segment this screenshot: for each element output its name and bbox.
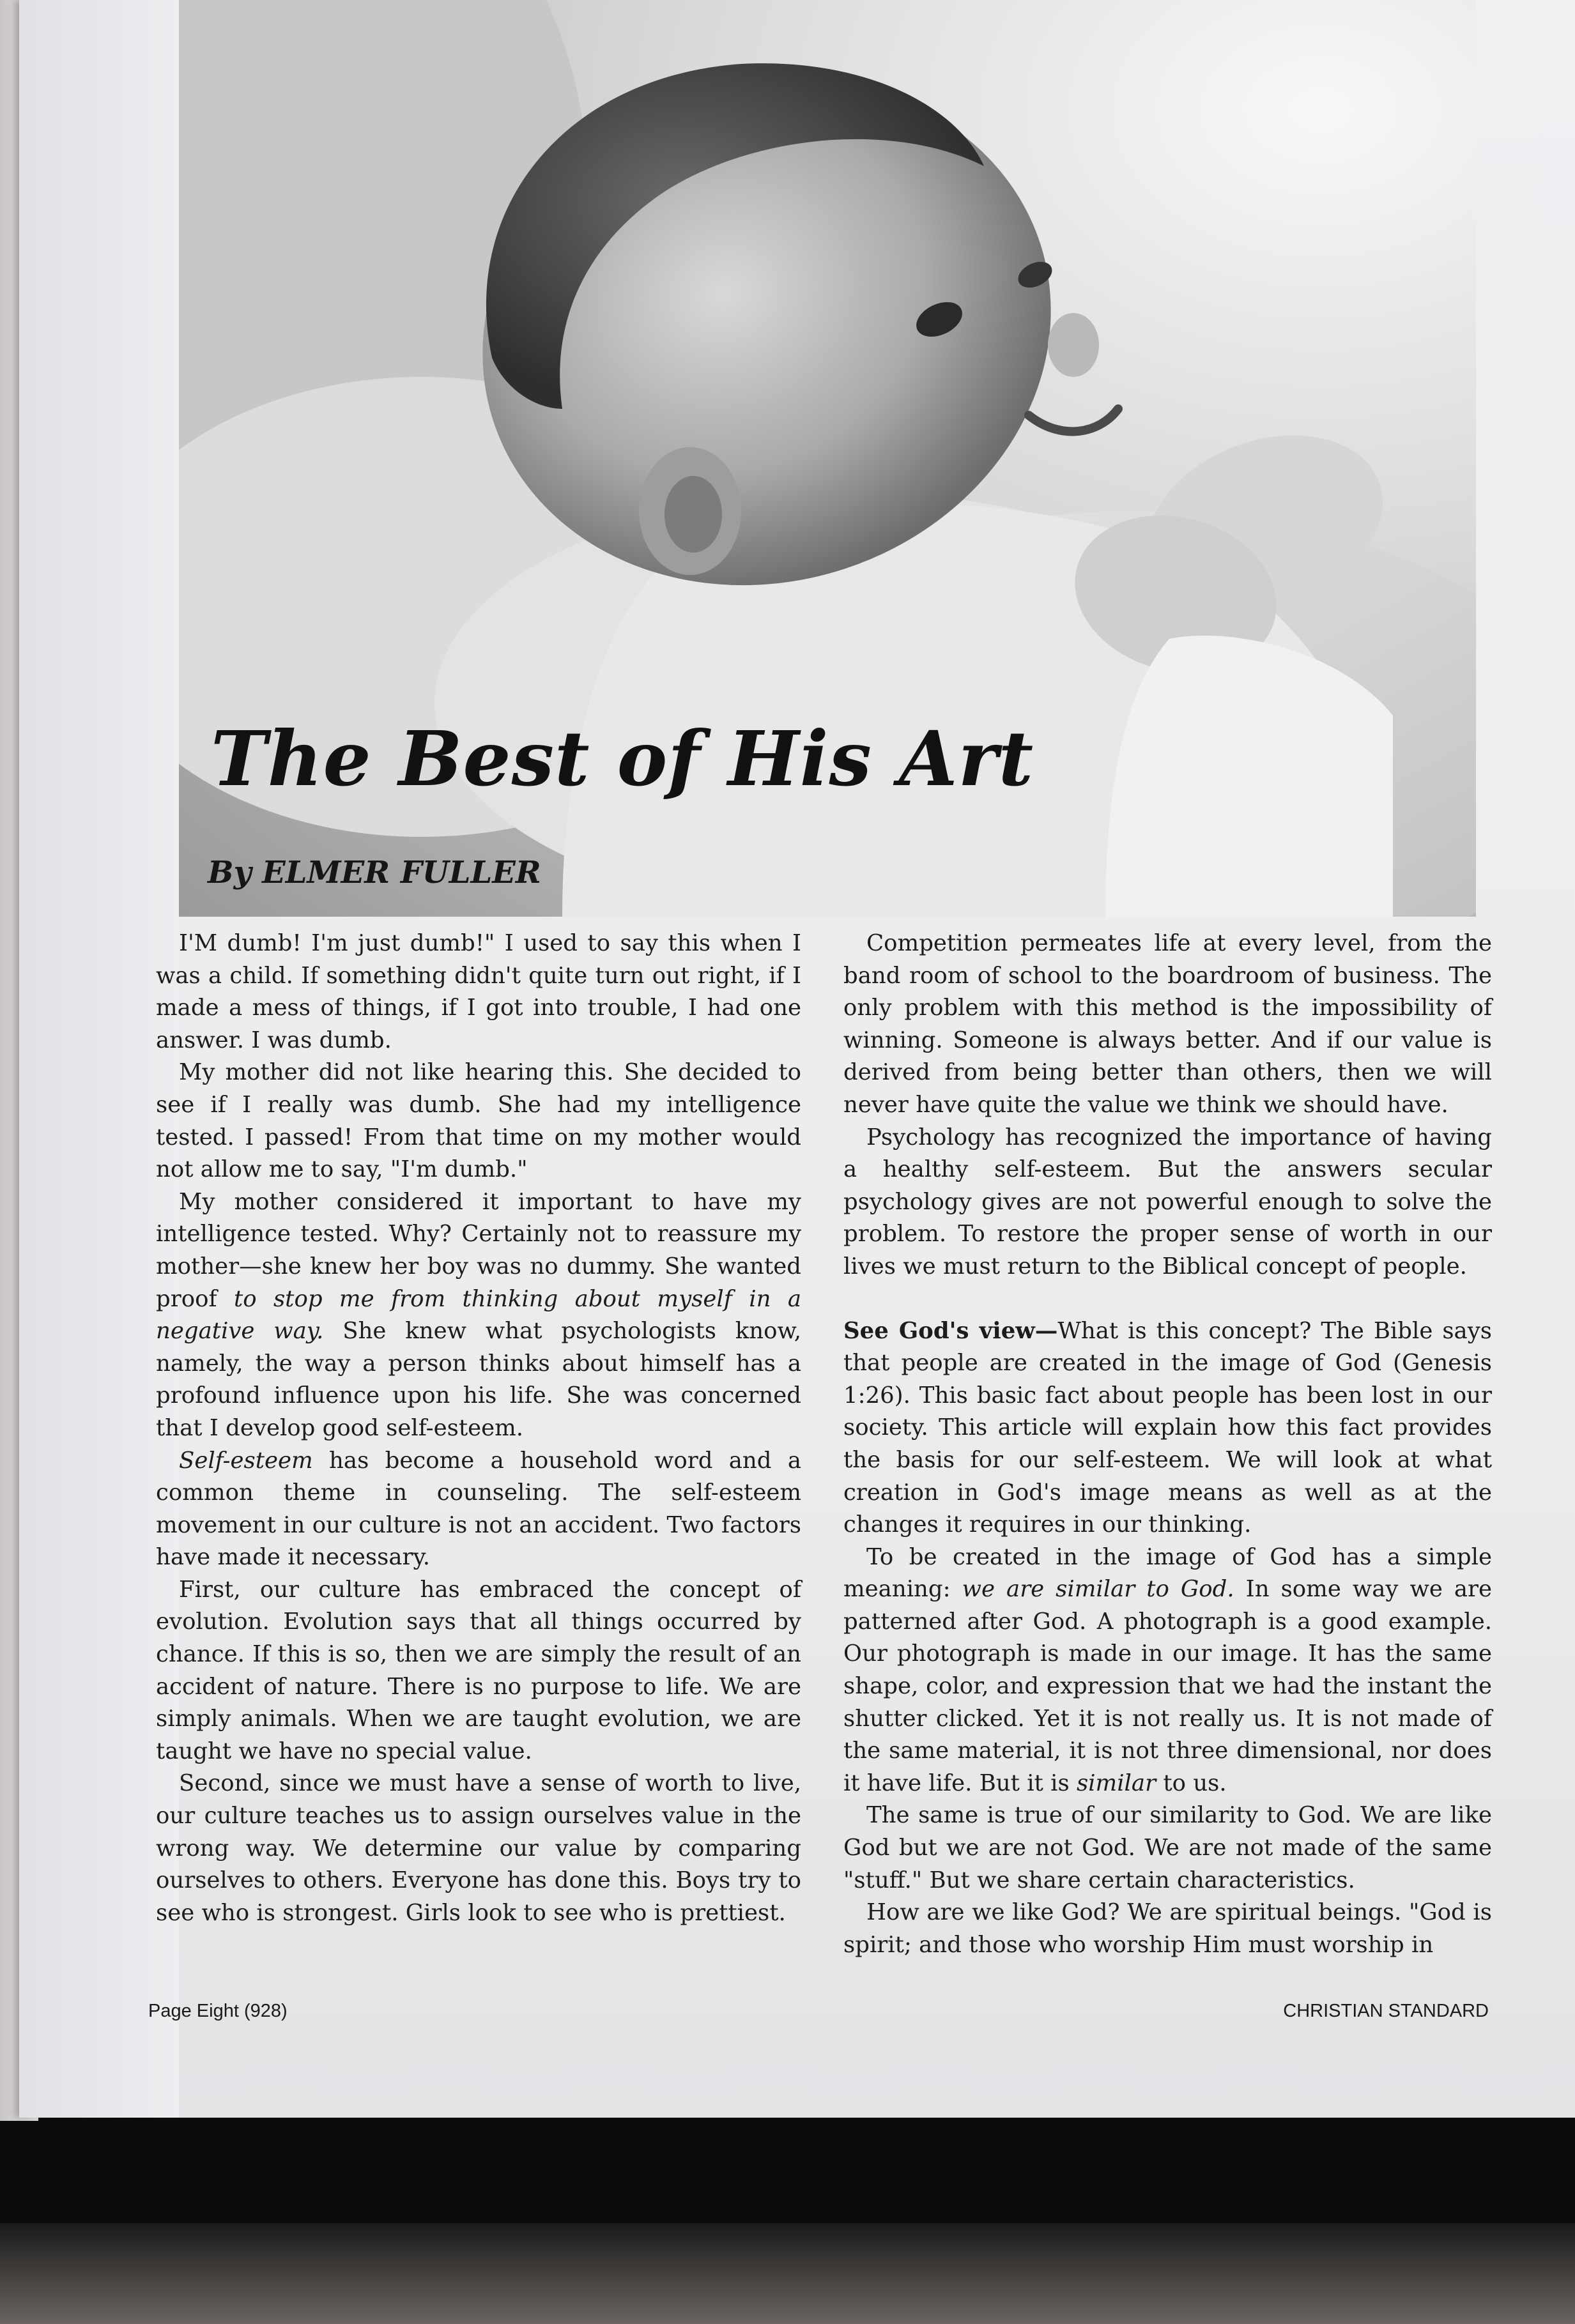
paragraph: Second, since we must have a sense of worth to live, our culture teaches us to assign ourselves value in the wrong way. We determine our value by comparing ourselves to others. Everyone has done this. Boys try to see who is strongest. Girls look to see who is prettiest.: [156, 1770, 801, 1926]
paragraph: Self-esteem has become a household word and a common theme in counseling. The self-esteem movement in our culture is not an accident. Two factors have made it necessary.: [156, 1447, 801, 1571]
right-column: [843, 928, 1492, 1961]
emphasis: we are similar to God.: [962, 1576, 1234, 1603]
paragraph: My mother considered it important to have my intelligence tested. Why? Certainly not to reassure my mother—she knew her boy was no dummy. She wanted proof to stop me from thinking about myself in a negative way. She knew what psychologists know, namely, the way a person thinks about himself has a profound influence upon his life. She was concerned that I develop good self-esteem.: [156, 1188, 801, 1441]
paragraph: To be created in the image of God has a simple meaning: we are similar to God. In some way we are patterned after God. A photograph is a good example. Our photograph is made in our image. It has the same shape, color, and expression that we had the instant the shutter clicked. Yet it is not really us. It is not made of the same material, it is not three dimensional, nor does it have life. But it is similar to us.: [843, 1543, 1493, 1796]
subhead: See God's view—: [843, 1317, 1058, 1344]
emphasis: Self-esteem: [179, 1447, 313, 1474]
page-margin: [19, 0, 179, 2118]
paragraph: My mother did not like hearing this. She decided to see if I really was dumb. She had my intelligence tested. I passed! From that time on my mother would not allow me to say, "I'm dumb.": [156, 1059, 801, 1183]
paragraph: How are we like God? We are spiritual beings. "God is spirit; and those who worship Him must worship in: [843, 1899, 1492, 1958]
emphasis: similar: [1076, 1770, 1156, 1796]
left-column: [156, 928, 801, 1929]
article-title: The Best of His Art: [211, 714, 1034, 803]
page-number: Page Eight (928): [148, 2001, 288, 2021]
paragraph: The same is true of our similarity to God. We are like God but we are not God. We are not made of the same "stuff." But we share certain characteristics.: [843, 1802, 1492, 1893]
paragraph: First, our culture has embraced the concept of evolution. Evolution says that all things occurred by chance. If this is so, then we are simply the result of an accident of nature. There is no purpose to life. We are simply animals. When we are taught evolution, we are taught we have no special value.: [156, 1576, 801, 1764]
publication-name: CHRISTIAN STANDARD: [1283, 2001, 1489, 2021]
background-floor: [0, 2223, 1575, 2324]
emphasis: to stop me from thinking about myself in a negative way.: [156, 1285, 801, 1345]
paragraph: See God's view—What is this concept? The Bible says that people are created in the image of God (Genesis 1:26). This basic fact about people has been lost in our society. This article will explain how this fact provides the basis for our self-esteem. We will look at what creation in God's image means as well as at the changes it requires in our thinking.: [843, 1317, 1492, 1538]
paragraph: Competition permeates life at every level, from the band room of school to the boardroom of business. The only problem with this method is the impossibility of winning. Someone is always better. And if our value is derived from being better than others, then we will never have quite the value we think we should have.: [843, 930, 1492, 1118]
paragraph: Psychology has recognized the importance of having a healthy self-esteem. But the answers secular psychology gives are not powerful enough to solve the problem. To restore the proper sense of worth in our lives we must return to the Biblical concept of people.: [843, 1124, 1492, 1280]
article-byline: By ELMER FULLER: [208, 855, 541, 891]
paragraph: I'M dumb! I'm just dumb!" I used to say this when I was a child. If something didn't quite turn out right, if I made a mess of things, if I got into trouble, I had one answer. I was dumb.: [156, 930, 801, 1053]
